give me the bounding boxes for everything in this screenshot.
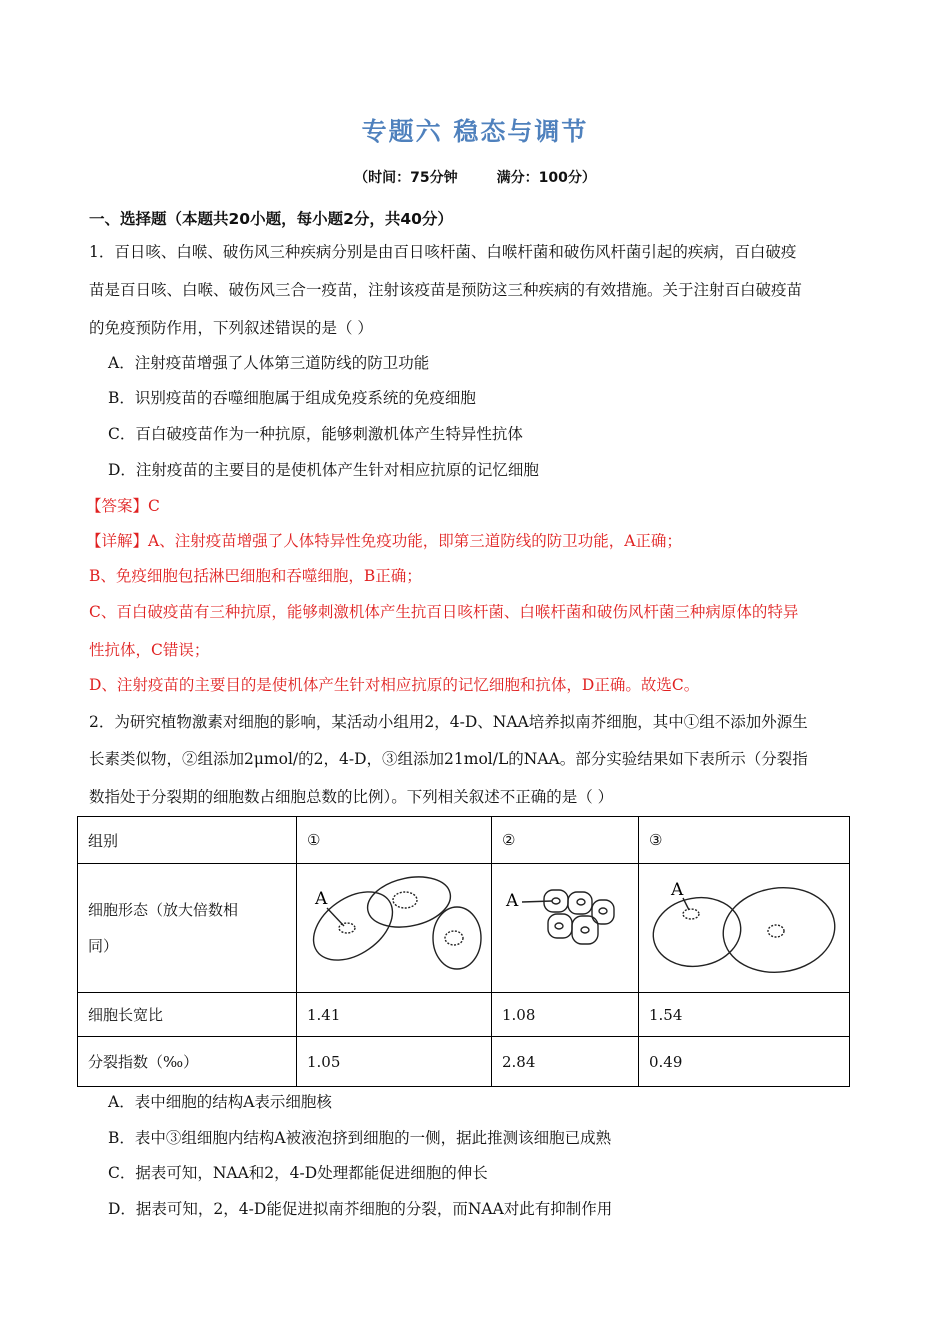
table-header-cell: ① (297, 817, 492, 864)
cell-drawing-3 (639, 864, 849, 992)
results-table (77, 816, 850, 1087)
q1-option-c: C．百白破疫苗作为一种抗原，能够刺激机体产生特异性抗体 (108, 425, 523, 443)
pointer-line (327, 908, 344, 926)
cell-figure-group2 (492, 864, 639, 993)
cell-figure-group3 (639, 864, 850, 993)
cell-drawing-1 (297, 864, 491, 992)
nucleus (445, 931, 463, 945)
figure-label-a: A (671, 880, 684, 900)
nucleus (552, 898, 560, 904)
q1-explanation-line: C、百白破疫苗有三种抗原，能够刺激机体产生抗百日咳杆菌、白喉杆菌和破伤风杆菌三种病原体的特异 (89, 603, 799, 621)
nucleus (599, 908, 607, 914)
q2-stem-line: 长素类似物，②组添加2μmol/的2，4-D，③组添加21mol/L的NAA。部分实验结果如下表所示（分裂指 (89, 750, 808, 768)
nucleus (581, 927, 589, 933)
table-row (78, 817, 850, 864)
q1-stem-line: 苗是百日咳、白喉、破伤风三合一疫苗，注射该疫苗是预防这三种疾病的有效措施。关于注射百白破疫苗 (89, 281, 803, 299)
figure-label-a: A (506, 891, 519, 911)
cell-outline (548, 914, 572, 938)
cell-outline (568, 892, 592, 914)
table-row (78, 993, 850, 1037)
figure-label-a: A (315, 889, 328, 909)
cell-figure-group1 (297, 864, 492, 993)
nucleus (683, 909, 699, 919)
table-cell: 1.05 (297, 1037, 492, 1087)
table-cell: 2.84 (492, 1037, 639, 1087)
table-cell: 1.41 (297, 993, 492, 1037)
q1-answer: 【答案】C (86, 497, 160, 515)
cell-drawing-2 (492, 864, 638, 992)
morph-label-line: 细胞形态（放大倍数相 (88, 901, 239, 919)
q1-option-d: D．注射疫苗的主要目的是使机体产生针对相应抗原的记忆细胞 (108, 461, 539, 479)
q1-explanation-line: 【详解】A、注射疫苗增强了人体特异性免疫功能，即第三道防线的防卫功能，A正确； (86, 532, 682, 550)
table-header-cell: ③ (639, 817, 850, 864)
exam-info: （时间：75分钟 满分：100分） (354, 170, 596, 186)
table-row-label (78, 864, 297, 993)
q1-explanation-line: D、注射疫苗的主要目的是使机体产生针对相应抗原的记忆细胞和抗体，D正确。故选C。 (89, 676, 700, 694)
table-row (78, 1037, 850, 1087)
q1-explanation-line: 性抗体，C错误； (89, 641, 210, 659)
nucleus (555, 923, 563, 929)
cell-outline (363, 870, 455, 934)
page-title: 专题六 稳态与调节 (361, 117, 589, 146)
cell-outline (433, 907, 481, 969)
cell-outline (592, 900, 614, 924)
q1-stem-line: 1．百日咳、白喉、破伤风三种疾病分别是由百日咳杆菌、白喉杆菌和破伤风杆菌引起的疾病，百白破疫 (89, 243, 797, 261)
q2-option-d: D．据表可知，2，4-D能促进拟南芥细胞的分裂，而NAA对此有抑制作用 (108, 1200, 613, 1218)
table-cell: 0.49 (639, 1037, 850, 1087)
q2-option-b: B．表中③组细胞内结构A被液泡挤到细胞的一侧，据此推测该细胞已成熟 (108, 1129, 612, 1147)
q2-option-c: C．据表可知，NAA和2，4-D处理都能促进细胞的伸长 (108, 1164, 488, 1182)
morph-label-line: 同） (88, 937, 119, 955)
nucleus (768, 925, 784, 937)
table-header-cell: ② (492, 817, 639, 864)
q1-stem-line: 的免疫预防作用，下列叙述错误的是（ ） (89, 319, 373, 337)
table-cell: 1.08 (492, 993, 639, 1037)
q1-option-a: A．注射疫苗增强了人体第三道防线的防卫功能 (108, 354, 430, 372)
q2-stem-line: 数指处于分裂期的细胞数占细胞总数的比例）。下列相关叙述不正确的是（ ） (89, 788, 614, 806)
table-header-cell: 组别 (78, 817, 297, 864)
table-cell: 1.54 (639, 993, 850, 1037)
section-heading: 一、选择题（本题共20小题，每小题2分，共40分） (89, 210, 453, 228)
q2-option-a: A．表中细胞的结构A表示细胞核 (108, 1093, 332, 1111)
table-row-label: 细胞长宽比 (78, 993, 297, 1037)
q2-stem-line: 2．为研究植物激素对细胞的影响，某活动小组用2，4-D、NAA培养拟南芥细胞，其中①组不添加外源生 (89, 713, 808, 731)
table-row-label: 分裂指数（‰） (78, 1037, 297, 1087)
cell-outline (718, 881, 841, 980)
pointer-line (522, 901, 552, 902)
nucleus (393, 892, 417, 908)
cell-outline (648, 891, 746, 973)
nucleus (577, 899, 585, 905)
q1-option-b: B．识别疫苗的吞噬细胞属于组成免疫系统的免疫细胞 (108, 389, 476, 407)
table-row (78, 864, 850, 993)
nucleus (339, 923, 355, 933)
q1-explanation-line: B、免疫细胞包括淋巴细胞和吞噬细胞，B正确； (89, 567, 422, 585)
